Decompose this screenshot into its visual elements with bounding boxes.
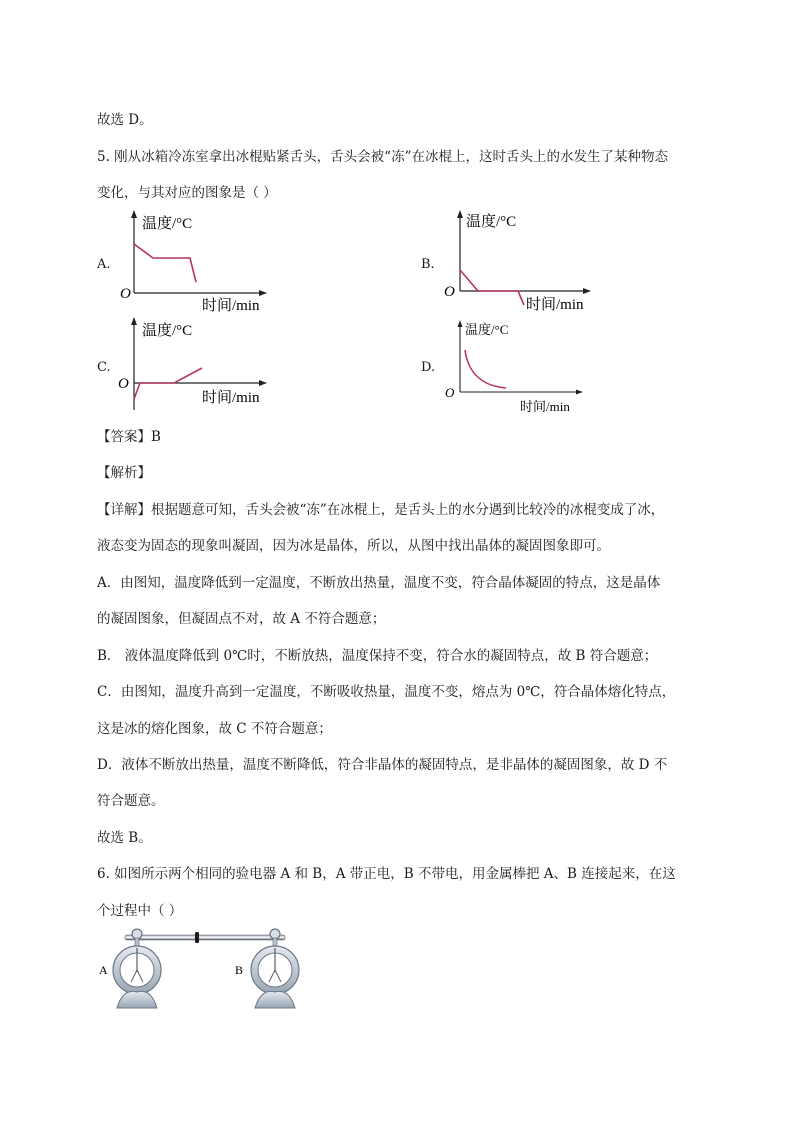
graph-a: [112, 208, 282, 318]
question-6-line-1: 6. 如图所示两个相同的验电器 A 和 B，A 带正电，B 不带电，用金属棒把 A、B 连接起来，在这: [97, 866, 676, 882]
selection-line: 故选 B。: [97, 830, 152, 846]
graph-a-origin: O: [120, 286, 131, 302]
option-a-label: A.: [97, 257, 111, 272]
option-b-label: B.: [421, 257, 435, 272]
electroscope-a-label: A: [99, 963, 108, 977]
graph-d-x-label: 时间/min: [520, 399, 570, 414]
option-c-explanation-2: 这是冰的熔化图象，故 C 不符合题意；: [97, 721, 332, 737]
analysis-heading: 【解析】: [97, 465, 151, 481]
graph-c-y-label: 温度/°C: [142, 323, 193, 339]
electroscope-b-label: B: [235, 963, 244, 977]
graph-d-y-label: 温度/°C: [465, 322, 509, 337]
option-d-label: D.: [421, 360, 436, 375]
graph-d-origin: O: [445, 385, 455, 400]
option-c-explanation-1: C．由图知，温度升高到一定温度，不断吸收热量，温度不变，熔点为 0℃，符合晶体熔化特点，: [97, 684, 676, 700]
question-5-line-1: 5. 刚从冰箱冷冻室拿出冰棍贴紧舌头，舌头会被“冻”在冰棍上，这时舌头上的水发生了某种物态: [97, 149, 668, 165]
graph-c-origin: O: [118, 376, 129, 392]
graph-c: [112, 315, 282, 415]
detail-line-1: 【详解】根据题意可知，舌头会被“冻”在冰棍上，是舌头上的水分遇到比较冷的冰棍变成了冰，: [97, 502, 665, 518]
graph-b-origin: O: [444, 284, 455, 300]
question-6-line-2: 个过程中（ ）: [97, 903, 183, 919]
graph-d: [440, 318, 600, 418]
question-5-line-2: 变化，与其对应的图象是（ ）: [97, 185, 277, 201]
detail-line-2: 液态变为固态的现象叫凝固，因为冰是晶体，所以，从图中找出晶体的凝固图象即可。: [97, 538, 610, 554]
metal-rod: [125, 935, 285, 940]
option-c-label: C.: [97, 360, 111, 375]
graph-b: [438, 208, 608, 318]
option-a-explanation-2: 的凝固图象，但凝固点不对，故 A 不符合题意；: [97, 611, 386, 627]
electroscope-b: [251, 929, 299, 1008]
option-d-explanation-1: D．液体不断放出热量，温度不断降低，符合非晶体的凝固特点，是非晶体的凝固图象，故 D 不: [97, 757, 668, 773]
electroscope-figure: [95, 926, 310, 1016]
graph-a-x-label: 时间/min: [202, 298, 260, 314]
answer-line: 【答案】B: [97, 429, 161, 445]
option-b-explanation: B． 液体温度降低到 0℃时，不断放热，温度保持不变，符合水的凝固特点，故 B 符合题意；: [97, 648, 658, 664]
electroscope-a: [113, 929, 161, 1008]
graph-a-y-label: 温度/°C: [142, 216, 193, 232]
option-d-explanation-2: 符合题意。: [97, 793, 165, 809]
previous-answer-line: 故选 D。: [97, 112, 153, 128]
option-a-explanation-1: A．由图知，温度降低到一定温度，不断放出热量，温度不变，符合晶体凝固的特点，这是晶体: [97, 575, 661, 591]
graph-b-x-label: 时间/min: [526, 297, 584, 313]
graph-c-x-label: 时间/min: [202, 390, 260, 406]
graph-b-y-label: 温度/°C: [466, 214, 517, 230]
